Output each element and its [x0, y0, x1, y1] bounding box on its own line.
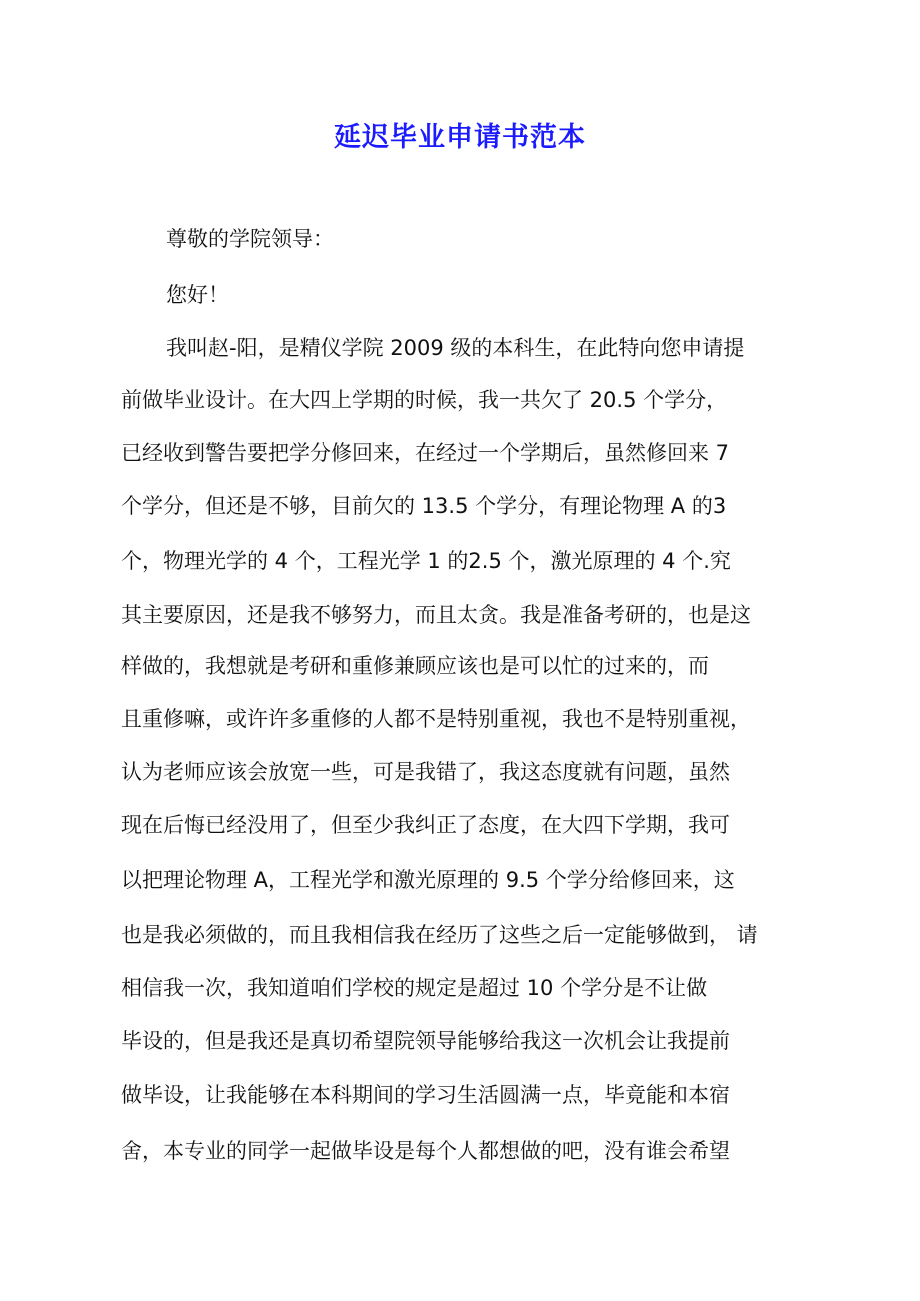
body-line: 舍，本专业的同学一起做毕设是每个人都想做的吧，没有谁会希望	[121, 1139, 730, 1163]
body-line: 样做的，我想就是考研和重修兼顾应该也是可以忙的过来的，而	[121, 654, 709, 678]
body-line: 现在后悔已经没用了，但至少我纠正了态度，在大四下学期，我可	[121, 813, 730, 837]
body-line: 以把理论物理 A，工程光学和激光原理的 9.5 个学分给修回来，这	[121, 868, 735, 892]
body-line: 我叫赵-阳，是精仪学院 2009 级的本科生，在此特向您申请提	[166, 336, 745, 360]
body-line: 已经收到警告要把学分修回来，在经过一个学期后，虽然修回来 7	[121, 441, 730, 465]
body-line: 前做毕业设计。在大四上学期的时候，我一共欠了 20.5 个学分，	[121, 388, 728, 412]
greeting: 您好！	[166, 283, 229, 307]
body-line: 做毕设，让我能够在本科期间的学习生活圆满一点，毕竟能和本宿	[121, 1083, 730, 1107]
body-line: 毕设的，但是我还是真切希望院领导能够给我这一次机会让我提前	[121, 1029, 730, 1053]
document-title: 延迟毕业申请书范本	[334, 122, 586, 153]
body-line: 也是我必须做的，而且我相信我在经历了这些之后一定能够做到， 请	[121, 923, 758, 947]
body-line: 且重修嘛，或许许多重修的人都不是特别重视，我也不是特别重视，	[121, 707, 751, 731]
salutation: 尊敬的学院领导：	[166, 227, 334, 251]
body-line: 相信我一次，我知道咱们学校的规定是超过 10 个学分是不让做	[121, 976, 708, 1000]
body-line: 其主要原因，还是我不够努力，而且太贪。我是准备考研的，也是这	[121, 603, 751, 627]
body-line: 认为老师应该会放宽一些，可是我错了，我这态度就有问题，虽然	[121, 760, 730, 784]
body-line: 个，物理光学的 4 个，工程光学 1 的2.5 个，激光原理的 4 个.究	[121, 549, 731, 573]
body-line: 个学分，但还是不够，目前欠的 13.5 个学分，有理论物理 A 的3	[121, 494, 727, 518]
